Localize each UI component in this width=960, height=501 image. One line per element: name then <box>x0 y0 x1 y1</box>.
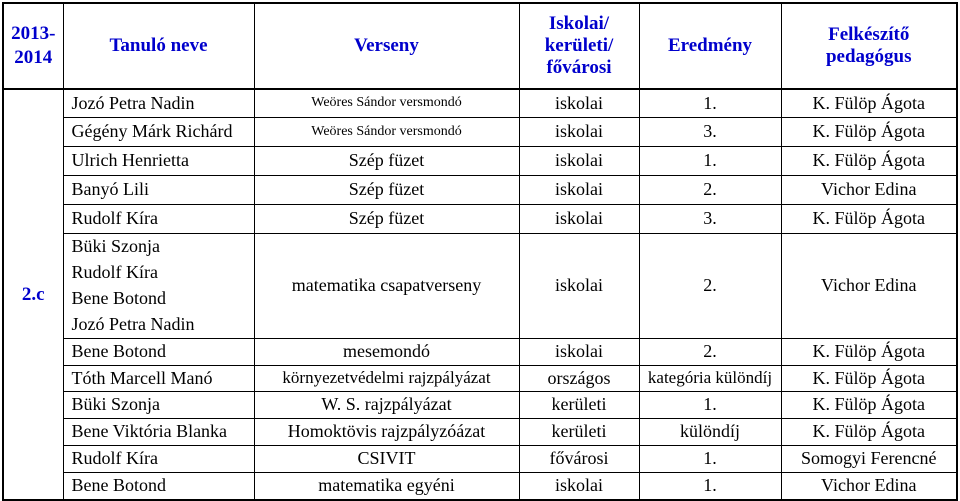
competition-cell: Szép füzet <box>254 146 519 175</box>
table-row <box>3 146 957 175</box>
table-row <box>3 117 957 146</box>
header-row <box>3 3 957 89</box>
level-cell: fővárosi <box>519 445 639 472</box>
result-cell: 1. <box>639 89 781 117</box>
teacher-cell: Vichor Edina <box>781 472 957 500</box>
table-row <box>3 338 957 365</box>
team-student-cell: Rudolf Kíra <box>63 259 254 285</box>
results-table <box>2 2 958 501</box>
result-cell: 2. <box>639 175 781 204</box>
result-cell: kategória különdíj <box>639 365 781 391</box>
header-year-text: 2013- 2014 <box>11 23 56 68</box>
header-student: Tanuló neve <box>63 3 254 89</box>
team-competition-cell: matematika csapatverseny <box>254 233 519 338</box>
competition-cell: W. S. rajzpályázat <box>254 391 519 418</box>
teacher-cell: K. Fülöp Ágota <box>781 391 957 418</box>
level-cell: kerületi <box>519 391 639 418</box>
level-cell: iskolai <box>519 146 639 175</box>
competition-cell: Weöres Sándor versmondó <box>254 117 519 146</box>
level-cell: iskolai <box>519 89 639 117</box>
student-cell: Büki Szonja <box>63 391 254 418</box>
result-cell: különdíj <box>639 418 781 445</box>
result-cell: 3. <box>639 204 781 233</box>
teacher-cell: Somogyi Ferencné <box>781 445 957 472</box>
teacher-cell: K. Fülöp Ágota <box>781 365 957 391</box>
teacher-cell: K. Fülöp Ágota <box>781 418 957 445</box>
competition-cell: környezetvédelmi rajzpályázat <box>254 365 519 391</box>
student-cell: Banyó Lili <box>63 175 254 204</box>
level-cell: kerületi <box>519 418 639 445</box>
student-cell: Rudolf Kíra <box>63 204 254 233</box>
result-cell: 1. <box>639 445 781 472</box>
team-student-cell: Jozó Petra Nadin <box>63 311 254 338</box>
header-teacher-text: Felkészítő pedagógus <box>825 24 912 67</box>
competition-cell: CSIVIT <box>254 445 519 472</box>
competition-cell: Weöres Sándor versmondó <box>254 89 519 117</box>
table-row <box>3 175 957 204</box>
result-cell: 1. <box>639 391 781 418</box>
competition-cell: matematika egyéni <box>254 472 519 500</box>
table-row <box>3 418 957 445</box>
header-competition: Verseny <box>254 3 519 89</box>
result-cell: 1. <box>639 472 781 500</box>
teacher-cell: K. Fülöp Ágota <box>781 89 957 117</box>
class-label: 2.c <box>3 89 63 500</box>
level-cell: iskolai <box>519 472 639 500</box>
student-cell: Ulrich Henrietta <box>63 146 254 175</box>
student-cell: Bene Viktória Blanka <box>63 418 254 445</box>
competition-cell: Homoktövis rajzpályzóázat <box>254 418 519 445</box>
table-row <box>3 391 957 418</box>
result-cell: 2. <box>639 338 781 365</box>
teacher-cell: K. Fülöp Ágota <box>781 204 957 233</box>
table-row <box>3 472 957 500</box>
competition-cell: mesemondó <box>254 338 519 365</box>
level-cell: országos <box>519 365 639 391</box>
competition-cell: Szép füzet <box>254 175 519 204</box>
student-cell: Gégény Márk Richárd <box>63 117 254 146</box>
student-cell: Bene Botond <box>63 338 254 365</box>
level-cell: iskolai <box>519 204 639 233</box>
level-cell: iskolai <box>519 117 639 146</box>
student-cell: Bene Botond <box>63 472 254 500</box>
team-level-cell: iskolai <box>519 233 639 338</box>
table-row <box>3 204 957 233</box>
student-cell: Rudolf Kíra <box>63 445 254 472</box>
level-cell: iskolai <box>519 338 639 365</box>
teacher-cell: K. Fülöp Ágota <box>781 117 957 146</box>
teacher-cell: K. Fülöp Ágota <box>781 146 957 175</box>
student-cell: Tóth Marcell Manó <box>63 365 254 391</box>
result-cell: 1. <box>639 146 781 175</box>
table-row <box>3 365 957 391</box>
competition-cell: Szép füzet <box>254 204 519 233</box>
result-cell: 3. <box>639 117 781 146</box>
team-row <box>3 233 957 259</box>
student-cell: Jozó Petra Nadin <box>63 89 254 117</box>
header-level <box>519 3 639 89</box>
team-result-cell: 2. <box>639 233 781 338</box>
table-row <box>3 445 957 472</box>
table-row <box>3 89 957 117</box>
header-level-text: Iskolai/ kerületi/ fővárosi <box>544 13 614 78</box>
header-year <box>3 3 63 89</box>
header-teacher <box>781 3 957 89</box>
header-result: Eredmény <box>639 3 781 89</box>
teacher-cell: Vichor Edina <box>781 175 957 204</box>
teacher-cell: K. Fülöp Ágota <box>781 338 957 365</box>
level-cell: iskolai <box>519 175 639 204</box>
team-student-cell: Bene Botond <box>63 285 254 311</box>
team-student-cell: Büki Szonja <box>63 233 254 259</box>
team-teacher-cell: Vichor Edina <box>781 233 957 338</box>
